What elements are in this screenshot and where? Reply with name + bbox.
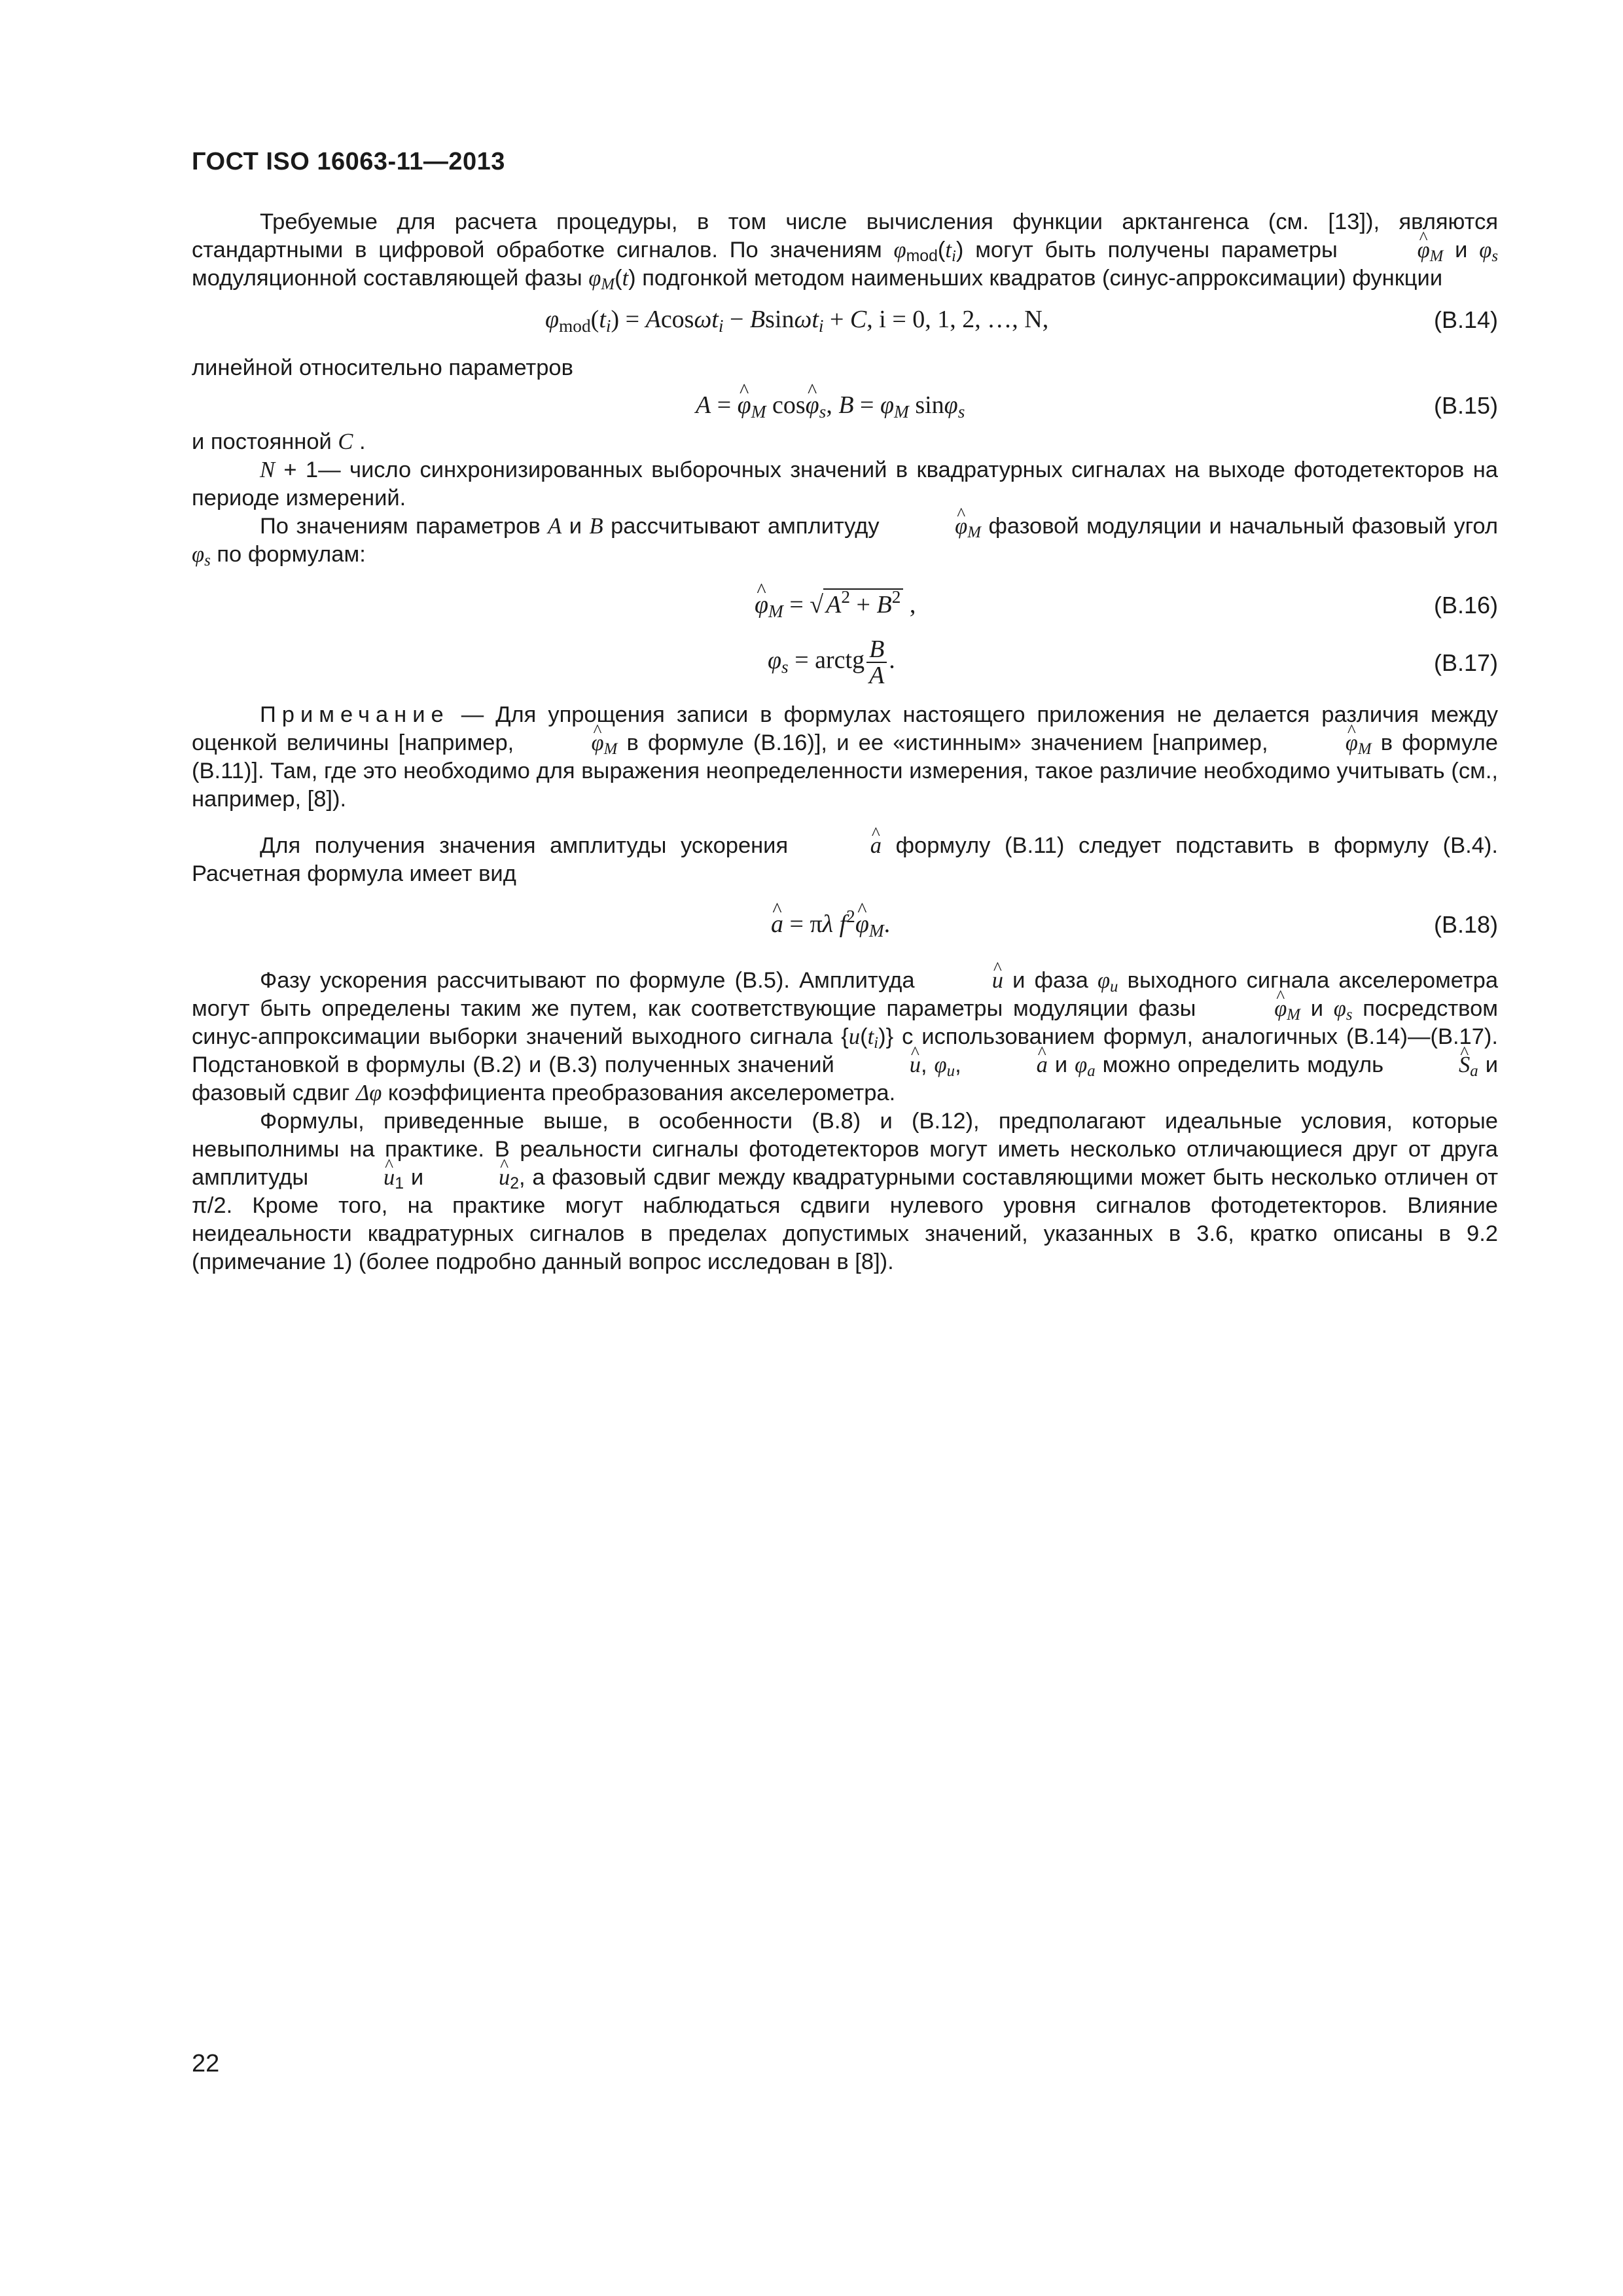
text: и: [410, 1165, 424, 1190]
text: подгонкой методом наименьших квадратов (синус-апрроксимации) функции: [642, 266, 1443, 291]
text: Формулы, приведенные выше, в особенности (В.8) и (В.12), предполагают идеальные условия, которые невыполнимы на практике. В реальности сигналы фотодетекторов могут иметь несколько отличающиеся друг от друга амплитуды: [192, 1109, 1498, 1190]
text: посредством синус-аппроксимации выборки значений выходного сигнала: [192, 996, 1498, 1049]
paragraph-ab: По значениям параметров A и B рассчитывают амплитуду ^ $\varphi_M$ фазовой модуляции и начальный фазовый угол $\varphi_s$ по формулам:: [192, 512, 1498, 569]
text: Фазу ускорения рассчитывают по формуле (В.5). Амплитуда: [260, 968, 915, 993]
paragraph-procedures: Требуемые для расчета процедуры, в том числе вычисления функции арктангенса (см. [13]), являются стандартными в цифровой обработке сигналов. По значениям $\varphi_{mod}(t_i)$ могут быть получены параметры ^ $\varphi_M$ и $\varphi_s$ модуляционной составляющей фазы $\varphi_M(t)$ подгонкой методом наименьших квадратов (синус-апрроксимации) функции: [192, 208, 1498, 293]
equation-b17-number: (В.17): [1433, 649, 1498, 676]
text: модуляционной составляющей фазы: [192, 266, 582, 291]
text: в формуле (В.11)]. Там, где это необходимо для выражения неопределенности измерения, такое различие необходимо учитывать (см., например, [8]).: [192, 730, 1498, 812]
text: и: [569, 514, 582, 539]
text-constant: и постоянной C .: [192, 429, 366, 454]
note: Примечание — Для упрощения записи в формулах настоящего приложения не делается различия между оценкой величины [например, ^ $\varphi_M$ в формуле (В.16)], и ее «истинным» значением [например, ^ $\varphi_M$ в формуле (В.11)]. Там, где это необходимо для выражения неопределенности измерения, такое различие необходимо учитывать (см., например, [8]).: [192, 701, 1498, 814]
text: — Для упрощения записи в формулах настоящего приложения не делается различия между оценкой величины [например,: [192, 702, 1499, 755]
paragraph-phase: Фазу ускорения рассчитывают по формуле (В.5). Амплитуда ^ u и фаза $\varphi_u$ выходного сигнала акселерометра могут быть определены таким же путем, как соответствующие параметры модуляции фазы ^ $\varphi_M$ и $\varphi_s$ посредством синус-аппроксимации выборки значений выходного сигнала $\{u(t_i)\}$ с использованием формул, аналогичных (В.14)—(В.17). Подстановкой в формулы (В.2) и (В.3) полученных значений ^ u, $\varphi_u$, ^ a и $\varphi_a$ можно определить модуль ^ $S_a$ и фазовый сдвиг Δφ коэффициента преобразования акселерометра.: [192, 967, 1498, 1107]
text: выходного сигнала акселерометра могут быть определены таким же путем, как соответствующие параметры модуляции фазы: [192, 968, 1499, 1021]
text: и: [1310, 996, 1323, 1021]
note-label: Примечание: [260, 702, 450, 727]
equation-b18-formula: ^ a = πλ $f^2\^{}$ $\varphi_M$.: [771, 910, 890, 939]
equation-b15-formula: A = ^ $\varphi_M$ cos^ $\varphi_s$, $B = \varphi_M$ sinφ$_s$: [696, 391, 965, 420]
paragraph-acceleration: Для получения значения амплитуды ускорения ^ a формулу (В.11) следует подставить в формулу (В.4). Расчетная формула имеет вид: [192, 832, 1498, 888]
document-header: ГОСТ ISO 16063-11—2013: [192, 148, 505, 175]
equation-b18: [192, 888, 1498, 956]
equation-b15: [192, 382, 1498, 428]
equation-b16-formula: ^ $\varphi_M$ = √ $A^2 + B^2$ ,: [755, 591, 916, 619]
paragraph-n: N + 1— число синхронизированных выборочных значений в квадратурных сигналах на выходе фотодетекторов на периоде измерений.: [192, 457, 1498, 511]
text-linear: линейной относительно параметров: [192, 355, 573, 380]
equation-b17-formula: $\varphi_s$ = arctg $\frac{B}{A}$ .: [768, 636, 895, 689]
page-number: 22: [192, 2050, 220, 2077]
text: с использованием формул, аналогичных (В.14)—(В.17). Подстановкой в формулы (В.2) и (В.3) полученных значений: [192, 1024, 1499, 1077]
text: и постоянной: [192, 429, 332, 454]
equation-b17: [192, 629, 1498, 692]
equation-b18-number: (В.18): [1433, 911, 1498, 938]
equation-b14-formula: $\varphi_{mod}(t_i) = Acos\omega t_i - Bsin\omega t_i + C$, i = 0, 1, 2, …, N,: [545, 306, 1049, 336]
text: коэффициента преобразования акселерометра.: [387, 1081, 896, 1105]
text: — число синхронизированных выборочных значений в квадратурных сигналах на выходе фотодетекторов на периоде измерений.: [192, 457, 1498, 511]
document-body: [192, 208, 1498, 1276]
text: фазовой модуляции и начальный фазовый угол: [988, 514, 1498, 539]
equation-b14-number: (В.14): [1433, 306, 1498, 333]
text: в формуле (В.16)], и ее «истинным» значением [например,: [626, 730, 1268, 755]
text: и фазовый сдвиг: [192, 1052, 1498, 1105]
text: Требуемые для расчета процедуры, в том числе вычисления функции арктангенса (см. [13]), являются стандартными в цифровой обработке сигналов. По значениям: [192, 209, 1498, 262]
text: рассчитывают амплитуду: [611, 514, 880, 539]
text: и: [1054, 1052, 1068, 1077]
text: и фаза: [1012, 968, 1088, 993]
text: , а фазовый сдвиг между квадратурными составляющими может быть несколько отличен от π/2. Кроме того, на практике могут наблюдаться сдвиги нулевого уровня сигналов фотодетекторов. Влияние неидеальности квадратурных сигналов в пределах допустимых значений, указанных в 3.6, кратко описаны в 9.2 (примечание 1) (более подробно данный вопрос исследован в [8]).: [192, 1165, 1499, 1274]
equation-b15-number: (В.15): [1433, 392, 1498, 419]
text: можно определить модуль: [1102, 1052, 1384, 1077]
text: Для получения значения амплитуды ускорения: [260, 833, 789, 858]
equation-b16: [192, 569, 1498, 629]
text: формулу (В.11) следует подставить в формулу (В.4). Расчетная формула имеет вид: [192, 833, 1498, 886]
text: и: [1455, 238, 1468, 262]
text: По значениям параметров: [260, 514, 541, 539]
equation-b14: [192, 293, 1498, 349]
equation-b16-number: (В.16): [1433, 592, 1498, 619]
equation-b14-tail: , i = 0, 1, 2, …, N,: [866, 306, 1049, 333]
text: могут быть получены параметры: [975, 238, 1338, 262]
text: по формулам:: [217, 542, 366, 567]
paragraph-formulas: Формулы, приведенные выше, в особенности (В.8) и (В.12), предполагают идеальные условия, которые невыполнимы на практике. В реальности сигналы фотодетекторов могут иметь несколько отличающиеся друг от друга амплитуды ^ $u_1$ и ^ $u_2$, а фазовый сдвиг между квадратурными составляющими может быть несколько отличен от π/2. Кроме того, на практике могут наблюдаться сдвиги нулевого уровня сигналов фотодетекторов. Влияние неидеальности квадратурных сигналов в пределах допустимых значений, указанных в 3.6, кратко описаны в 9.2 (примечание 1) (более подробно данный вопрос исследован в [8]).: [192, 1107, 1498, 1276]
